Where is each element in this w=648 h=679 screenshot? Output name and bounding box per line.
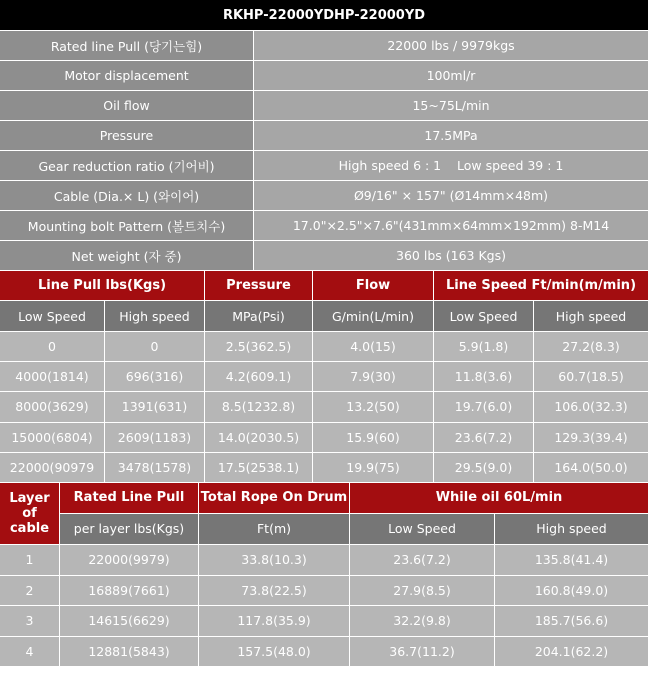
spec-row bbox=[0, 211, 648, 241]
table-cell: 160.8(49.0) bbox=[495, 576, 648, 607]
spec-value: 17.0"×2.5"×7.6"(431mm×64mm×192mm) 8-M14 bbox=[254, 211, 648, 241]
spec-row bbox=[0, 151, 648, 181]
performance-table bbox=[0, 271, 648, 483]
table-cell: 157.5(48.0) bbox=[199, 637, 350, 668]
subheader-cell: Ft(m) bbox=[199, 514, 350, 545]
table-cell: 27.2(8.3) bbox=[534, 332, 648, 362]
table-cell: 4 bbox=[0, 637, 60, 668]
table-row bbox=[0, 545, 648, 576]
spec-label: Pressure bbox=[0, 121, 254, 151]
layer-group-header bbox=[0, 483, 648, 514]
table-cell: 60.7(18.5) bbox=[534, 362, 648, 392]
group-header-total-rope: Total Rope On Drum bbox=[199, 483, 350, 514]
layer-header-line: Layer bbox=[9, 490, 50, 506]
group-header-line-pull: Line Pull lbs(Kgs) bbox=[0, 271, 205, 301]
table-cell: 29.5(9.0) bbox=[434, 453, 534, 483]
spec-label: Rated line Pull (당기는힘) bbox=[0, 31, 254, 61]
subheader-cell: Low Speed bbox=[0, 301, 105, 332]
table-row bbox=[0, 576, 648, 607]
spec-row bbox=[0, 31, 648, 61]
table-cell: 15000(6804) bbox=[0, 423, 105, 453]
table-cell: 16889(7661) bbox=[60, 576, 199, 607]
table-cell: 15.9(60) bbox=[313, 423, 434, 453]
spec-row bbox=[0, 241, 648, 271]
table-cell: 22000(9979) bbox=[60, 545, 199, 576]
table-cell: 17.5(2538.1) bbox=[205, 453, 313, 483]
table-cell: 14.0(2030.5) bbox=[205, 423, 313, 453]
table-cell: 0 bbox=[0, 332, 105, 362]
table-cell: 3 bbox=[0, 606, 60, 637]
spec-label: Cable (Dia.× L) (와이어) bbox=[0, 181, 254, 211]
subheader-cell: Low Speed bbox=[350, 514, 495, 545]
group-header-pressure: Pressure bbox=[205, 271, 313, 301]
table-cell: 5.9(1.8) bbox=[434, 332, 534, 362]
spec-value: 15~75L/min bbox=[254, 91, 648, 121]
table-cell: 4000(1814) bbox=[0, 362, 105, 392]
table-row bbox=[0, 392, 648, 422]
subheader-cell: MPa(Psi) bbox=[205, 301, 313, 332]
spec-value: 100ml/r bbox=[254, 61, 648, 91]
layer-of-cable-header bbox=[0, 483, 60, 545]
table-row bbox=[0, 423, 648, 453]
group-header-rated-line-pull: Rated Line Pull bbox=[60, 483, 199, 514]
table-cell: 2 bbox=[0, 576, 60, 607]
table-cell: 12881(5843) bbox=[60, 637, 199, 668]
table-row bbox=[0, 637, 648, 668]
spec-label: Motor displacement bbox=[0, 61, 254, 91]
layer-subheader bbox=[0, 514, 648, 545]
table-cell: 23.6(7.2) bbox=[350, 545, 495, 576]
spec-label: Net weight (자 중) bbox=[0, 241, 254, 271]
group-header-flow: Flow bbox=[313, 271, 434, 301]
subheader-cell: G/min(L/min) bbox=[313, 301, 434, 332]
spec-value: 22000 lbs / 9979kgs bbox=[254, 31, 648, 61]
table-cell: 1391(631) bbox=[105, 392, 205, 422]
table-cell: 2.5(362.5) bbox=[205, 332, 313, 362]
table-cell: 19.7(6.0) bbox=[434, 392, 534, 422]
spec-row bbox=[0, 121, 648, 151]
table-cell: 185.7(56.6) bbox=[495, 606, 648, 637]
table-cell: 8000(3629) bbox=[0, 392, 105, 422]
table-row bbox=[0, 453, 648, 483]
subheader-cell: Low Speed bbox=[434, 301, 534, 332]
table-cell: 106.0(32.3) bbox=[534, 392, 648, 422]
spec-row bbox=[0, 91, 648, 121]
table-cell: 14615(6629) bbox=[60, 606, 199, 637]
table-cell: 27.9(8.5) bbox=[350, 576, 495, 607]
spec-label: Oil flow bbox=[0, 91, 254, 121]
group-header-line-speed: Line Speed Ft/min(m/min) bbox=[434, 271, 648, 301]
table-row bbox=[0, 362, 648, 392]
table-cell: 23.6(7.2) bbox=[434, 423, 534, 453]
spec-value: 360 lbs (163 Kgs) bbox=[254, 241, 648, 271]
spec-row bbox=[0, 181, 648, 211]
spec-value: High speed 6 : 1 Low speed 39 : 1 bbox=[254, 151, 648, 181]
table-cell: 13.2(50) bbox=[313, 392, 434, 422]
table-cell: 19.9(75) bbox=[313, 453, 434, 483]
subheader-cell: High speed bbox=[495, 514, 648, 545]
table-cell: 7.9(30) bbox=[313, 362, 434, 392]
group-header-oil-60: While oil 60L/min bbox=[350, 483, 648, 514]
table-cell: 0 bbox=[105, 332, 205, 362]
model-title: RKHP-22000YDHP-22000YD bbox=[0, 0, 648, 31]
table-cell: 11.8(3.6) bbox=[434, 362, 534, 392]
table-cell: 8.5(1232.8) bbox=[205, 392, 313, 422]
table-cell: 36.7(11.2) bbox=[350, 637, 495, 668]
table-cell: 2609(1183) bbox=[105, 423, 205, 453]
performance-subheader bbox=[0, 301, 648, 332]
subheader-cell: per layer lbs(Kgs) bbox=[60, 514, 199, 545]
spec-label: Mounting bolt Pattern (볼트치수) bbox=[0, 211, 254, 241]
table-cell: 4.2(609.1) bbox=[205, 362, 313, 392]
table-row bbox=[0, 606, 648, 637]
table-cell: 204.1(62.2) bbox=[495, 637, 648, 668]
table-cell: 73.8(22.5) bbox=[199, 576, 350, 607]
spec-label: Gear reduction ratio (기어비) bbox=[0, 151, 254, 181]
table-row bbox=[0, 332, 648, 362]
table-cell: 3478(1578) bbox=[105, 453, 205, 483]
table-cell: 4.0(15) bbox=[313, 332, 434, 362]
table-cell: 135.8(41.4) bbox=[495, 545, 648, 576]
layer-header-line: cable bbox=[9, 520, 50, 536]
subheader-cell: High speed bbox=[534, 301, 648, 332]
spec-row bbox=[0, 61, 648, 91]
table-cell: 164.0(50.0) bbox=[534, 453, 648, 483]
table-cell: 117.8(35.9) bbox=[199, 606, 350, 637]
spec-value: 17.5MPa bbox=[254, 121, 648, 151]
table-cell: 32.2(9.8) bbox=[350, 606, 495, 637]
performance-group-header bbox=[0, 271, 648, 301]
table-cell: 129.3(39.4) bbox=[534, 423, 648, 453]
spec-table bbox=[0, 0, 648, 271]
table-cell: 33.8(10.3) bbox=[199, 545, 350, 576]
spec-value: Ø9/16" × 157" (Ø14mm×48m) bbox=[254, 181, 648, 211]
layer-header-line: of bbox=[22, 505, 37, 521]
table-cell: 696(316) bbox=[105, 362, 205, 392]
subheader-cell: High speed bbox=[105, 301, 205, 332]
table-cell: 22000(90979 bbox=[0, 453, 105, 483]
layer-table bbox=[0, 483, 648, 667]
table-cell: 1 bbox=[0, 545, 60, 576]
